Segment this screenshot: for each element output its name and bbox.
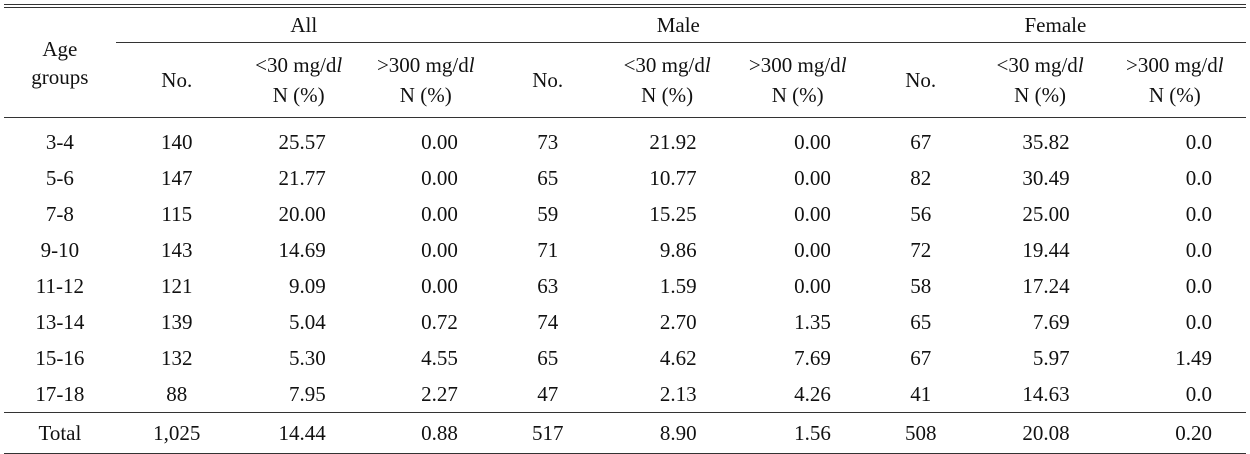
col-header-male-high: >300 mg/dl N (%) (731, 43, 865, 118)
cell-f-no: 67 (910, 345, 932, 370)
cell-all-high: 2.27 (421, 381, 458, 406)
total-cell-all-high: 0.88 (360, 413, 492, 454)
cell-m-high: 0.00 (794, 129, 831, 154)
col-header-all-low: <30 mg/dl N (%) (238, 43, 360, 118)
cell-m-low: 21.92 (649, 129, 697, 154)
total-cell-m-no: 517 (492, 413, 604, 454)
table-row (4, 196, 1246, 232)
cell-m-no: 65 (537, 165, 559, 190)
cell-all-no: 88 (166, 381, 188, 406)
cell-m-no: 47 (537, 381, 559, 406)
age-groups-header: Age groups (4, 6, 116, 118)
table-row (4, 340, 1246, 376)
cell-m-high: 0.00 (794, 201, 831, 226)
total-cell-m-low: 8.90 (604, 413, 731, 454)
cell-f-low: 7.69 (1032, 309, 1070, 334)
total-cell-age: Total (4, 413, 116, 454)
cell-m-high: 1.35 (794, 309, 831, 334)
col-header-all-no: No. (116, 43, 238, 118)
cell-m-high: 4.26 (794, 381, 831, 406)
cell-all-no: 132 (161, 345, 193, 370)
cell-f-high: 0.0 (1185, 129, 1212, 154)
cell-m-low: 2.70 (659, 309, 697, 334)
total-cell-all-no: 1,025 (116, 413, 238, 454)
cell-f-no: 67 (910, 129, 932, 154)
total-cell-f-no: 508 (865, 413, 977, 454)
cell-m-low: 4.62 (659, 345, 697, 370)
cell-age: 11-12 (35, 273, 84, 298)
cell-age: 5-6 (45, 165, 74, 190)
cell-all-high: 0.00 (421, 273, 458, 298)
cell-f-no: 56 (910, 201, 932, 226)
cell-all-no: 143 (161, 237, 193, 262)
cell-all-low: 21.77 (278, 165, 326, 190)
col-header-male-low: <30 mg/dl N (%) (604, 43, 731, 118)
cell-all-low: 7.95 (288, 381, 326, 406)
cell-all-no: 121 (161, 273, 193, 298)
cell-all-high: 0.00 (421, 129, 458, 154)
cell-f-low: 25.00 (1022, 201, 1070, 226)
table-row (4, 118, 1246, 161)
cell-all-no: 140 (161, 129, 193, 154)
cell-age: 3-4 (45, 129, 74, 154)
cell-all-high: 0.00 (421, 237, 458, 262)
group-header-male: Male (492, 6, 865, 43)
cell-f-no: 58 (910, 273, 932, 298)
cell-age: 9-10 (40, 237, 80, 262)
cell-m-no: 63 (537, 273, 559, 298)
cell-m-no: 74 (537, 309, 559, 334)
cell-f-no: 82 (910, 165, 932, 190)
cell-all-low: 20.00 (278, 201, 326, 226)
cell-f-low: 5.97 (1032, 345, 1070, 370)
cell-all-no: 139 (161, 309, 193, 334)
data-table (4, 4, 1246, 454)
cell-age: 13-14 (35, 309, 85, 334)
col-header-female-low: <30 mg/dl N (%) (977, 43, 1104, 118)
cell-age: 7-8 (45, 201, 74, 226)
cell-f-no: 72 (910, 237, 932, 262)
table-row (4, 160, 1246, 196)
cell-m-low: 1.59 (659, 273, 697, 298)
cell-all-high: 0.00 (421, 201, 458, 226)
cell-f-high: 1.49 (1175, 345, 1212, 370)
cell-f-no: 65 (910, 309, 932, 334)
cell-all-high: 0.00 (421, 165, 458, 190)
total-row (4, 413, 1246, 454)
cell-f-high: 0.0 (1185, 309, 1212, 334)
table-row (4, 304, 1246, 340)
cell-f-high: 0.0 (1185, 273, 1212, 298)
cell-f-low: 19.44 (1022, 237, 1070, 262)
table-row (4, 232, 1246, 268)
cell-f-low: 17.24 (1022, 273, 1070, 298)
cell-m-no: 59 (537, 201, 559, 226)
cell-all-low: 25.57 (278, 129, 326, 154)
cell-f-low: 30.49 (1022, 165, 1070, 190)
cell-all-no: 115 (161, 201, 193, 226)
cell-all-low: 5.04 (288, 309, 326, 334)
cell-m-high: 7.69 (794, 345, 831, 370)
cell-f-no: 41 (910, 381, 932, 406)
cell-m-no: 73 (537, 129, 559, 154)
cell-f-high: 0.0 (1185, 165, 1212, 190)
cell-all-no: 147 (161, 165, 193, 190)
cell-m-no: 71 (537, 237, 559, 262)
cell-all-low: 9.09 (288, 273, 326, 298)
col-header-female-no: No. (865, 43, 977, 118)
cell-age: 17-18 (35, 381, 85, 406)
table-row (4, 376, 1246, 413)
cell-m-low: 2.13 (659, 381, 697, 406)
cell-all-low: 5.30 (288, 345, 326, 370)
cell-all-high: 4.55 (421, 345, 458, 370)
cell-m-high: 0.00 (794, 237, 831, 262)
group-header-female: Female (865, 6, 1246, 43)
cell-m-no: 65 (537, 345, 559, 370)
cell-f-low: 14.63 (1022, 381, 1070, 406)
cell-age: 15-16 (35, 345, 85, 370)
cell-m-low: 15.25 (649, 201, 697, 226)
cell-f-low: 35.82 (1022, 129, 1070, 154)
cell-f-high: 0.0 (1185, 237, 1212, 262)
cell-m-low: 9.86 (659, 237, 697, 262)
col-header-female-high: >300 mg/dl N (%) (1104, 43, 1246, 118)
cell-all-high: 0.72 (421, 309, 458, 334)
total-cell-f-low: 20.08 (977, 413, 1104, 454)
table-row (4, 268, 1246, 304)
cell-f-high: 0.0 (1185, 201, 1212, 226)
group-header-all: All (116, 6, 492, 43)
cell-f-high: 0.0 (1185, 381, 1212, 406)
total-cell-f-high: 0.20 (1104, 413, 1246, 454)
cell-m-high: 0.00 (794, 165, 831, 190)
total-cell-m-high: 1.56 (731, 413, 865, 454)
cell-all-low: 14.69 (278, 237, 326, 262)
cell-m-low: 10.77 (649, 165, 697, 190)
cell-m-high: 0.00 (794, 273, 831, 298)
col-header-all-high: >300 mg/dl N (%) (360, 43, 492, 118)
col-header-male-no: No. (492, 43, 604, 118)
total-cell-all-low: 14.44 (238, 413, 360, 454)
